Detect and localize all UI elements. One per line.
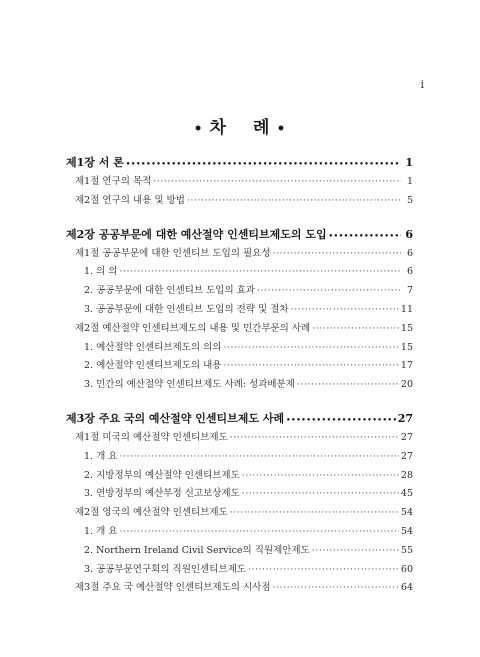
dot-leader [230, 504, 399, 523]
toc-entry-label: 제3장 주요 국의 예산절약 인센티브제도 사례 [66, 411, 285, 425]
toc-entry-label: 제1절 공공부문에 대한 인센티브 도입의 필요성 [75, 247, 271, 259]
toc-entry-label: 제2절 영국의 예산절약 인센티브제도 [75, 507, 228, 519]
toc-entry-label: 1. 의 의 [84, 266, 118, 278]
dot-leader [291, 301, 399, 320]
toc-section[interactable] [66, 320, 413, 339]
dot-leader [242, 467, 399, 486]
dot-leader [126, 154, 401, 173]
toc-entry-page: 28 [400, 469, 413, 481]
toc-entry-page: 1 [405, 156, 413, 169]
dot-leader [119, 523, 398, 542]
dot-leader [230, 429, 399, 448]
toc-entry-page: 5 [406, 194, 413, 206]
toc-subsection[interactable] [66, 523, 413, 542]
toc-entry-label: 제1장 서 론 [66, 156, 124, 169]
title-char-2: 례 [253, 118, 271, 138]
toc-section[interactable] [66, 579, 413, 598]
toc-subsection[interactable] [66, 339, 413, 358]
toc-entry-label: 3. 민간의 예산절약 인센티브제도 사례: 성과배분제 [84, 379, 295, 391]
dot-leader [119, 448, 398, 467]
toc-entry-page: 15 [400, 322, 413, 334]
toc-chapter[interactable] [66, 225, 413, 245]
toc-entry-page: 17 [400, 360, 413, 372]
dot-leader [329, 226, 401, 245]
toc-entry-page: 7 [406, 285, 413, 297]
dot-leader [223, 357, 398, 376]
title-dot-right: • [276, 121, 287, 137]
toc-entry-page: 20 [400, 379, 413, 391]
toc-subsection[interactable] [66, 542, 413, 561]
toc-entry-page: 6 [406, 266, 413, 278]
toc-entry-label: 제2절 연구의 내용 및 방법 [75, 194, 185, 206]
toc-chapter[interactable] [66, 153, 413, 173]
toc-entry-label: 2. 공공부문에 대한 인센티브 도입의 효과 [84, 285, 255, 297]
toc-subsection[interactable] [66, 263, 413, 282]
dot-leader [312, 320, 399, 339]
page-number: i [420, 78, 424, 91]
dot-leader [286, 410, 396, 429]
toc-subsection[interactable] [66, 485, 413, 504]
toc-entry-label: 2. 예산절약 인센티브제도의 내용 [84, 360, 222, 372]
toc-entry-label: 제2절 예산절약 인센티브제도의 내용 및 민간부문의 사례 [75, 322, 311, 334]
toc-entry-page: 15 [400, 341, 413, 353]
toc-entry-page: 54 [400, 507, 413, 519]
toc-section[interactable] [66, 173, 413, 192]
toc-entry-label: 3. 공공부문에 대한 인센티브 도입의 전략 및 절차 [84, 303, 289, 315]
dot-leader [312, 542, 399, 561]
toc-entry-label: 제1절 미국의 예산절약 인센티브제도 [75, 431, 228, 443]
toc-entry-page: 54 [400, 525, 413, 537]
toc-subsection[interactable] [66, 357, 413, 376]
dot-leader [242, 485, 399, 504]
toc-entry-page: 1 [406, 176, 413, 187]
toc-entry-page: 60 [400, 563, 413, 575]
toc-entry-page: 11 [400, 303, 413, 315]
toc-entry-page: 27 [400, 431, 413, 443]
toc-entry-label: 제1절 연구의 목적 [75, 176, 152, 187]
toc-entry-page: 45 [400, 488, 413, 500]
toc-subsection[interactable] [66, 448, 413, 467]
title-dot-left: • [193, 121, 204, 137]
toc-entry-label: 1. 개 요 [84, 525, 118, 537]
toc-entry-label: 1. 예산절약 인센티브제도의 의의 [84, 341, 222, 353]
toc-title [0, 113, 480, 138]
toc-entry-page: 6 [405, 227, 413, 241]
toc-section[interactable] [66, 504, 413, 523]
dot-leader [153, 173, 401, 192]
dot-leader [248, 561, 399, 580]
dot-leader [119, 263, 401, 282]
toc-entry-page: 27 [397, 411, 413, 425]
toc-entry-label: 2. 지방정부의 예산절약 인센티브제도 [84, 469, 240, 481]
toc-subsection[interactable] [66, 561, 413, 580]
toc-entry-label: 3. 연방정부의 예산부정 신고보상제도 [84, 488, 240, 500]
toc-subsection[interactable] [66, 376, 413, 395]
toc-entry-page: 55 [400, 544, 413, 556]
toc-entry-page: 64 [400, 582, 413, 594]
toc-entry-label: 3. 공공부문연구회의 직원인센티브제도 [84, 563, 246, 575]
toc-entry-label: 2. Northern Ireland Civil Service의 직원제안제도 [84, 544, 310, 556]
toc-subsection[interactable] [66, 301, 413, 320]
toc-section[interactable] [66, 245, 413, 264]
dot-leader [257, 282, 401, 301]
dot-leader [273, 579, 399, 598]
dot-leader [273, 245, 401, 264]
toc-entry-page: 6 [406, 247, 413, 259]
title-char-1: 차 [209, 118, 227, 138]
toc-entry-label: 1. 개 요 [84, 450, 118, 462]
toc-entry-label: 제3절 주요 국 예산절약 인센티브제도의 시사점 [75, 582, 271, 594]
toc-entry-page: 27 [400, 450, 413, 462]
toc-subsection[interactable] [66, 282, 413, 301]
toc-subsection[interactable] [66, 467, 413, 486]
dot-leader [187, 192, 401, 211]
toc-section[interactable] [66, 429, 413, 448]
toc-chapter[interactable] [66, 409, 413, 429]
dot-leader [297, 376, 399, 395]
dot-leader [223, 339, 398, 358]
toc-section[interactable] [66, 192, 413, 211]
toc-entry-label: 제2장 공공부문에 대한 예산절약 인센티브제도의 도입 [66, 227, 327, 241]
table-of-contents [66, 153, 413, 598]
